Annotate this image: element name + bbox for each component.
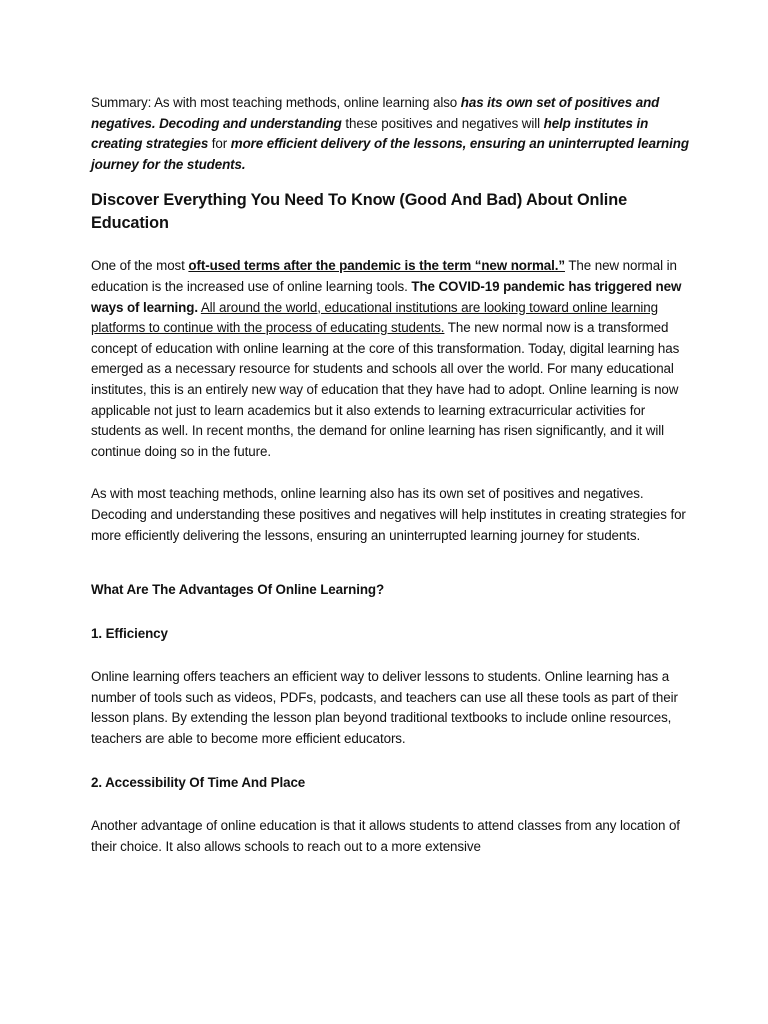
summary-text: Summary: As with most teaching methods, online learning also [91, 95, 461, 110]
paragraph-text: One of the most [91, 258, 189, 274]
accessibility-paragraph: Another advantage of online education is that it allows students to attend classes from any location of their choice. It also allows schools to reach out to a more extensive [91, 818, 680, 854]
efficiency-heading: 1. Efficiency [91, 625, 168, 641]
bold-phrase: The COVID-19 pandemic has triggered new ways of learning. [91, 278, 682, 315]
summary-emphasis: has its own set of positives and negatives. Decoding and understanding [91, 95, 660, 131]
summary-text: for [208, 136, 231, 152]
positives-negatives-paragraph: As with most teaching methods, online learning also has its own set of positives and negatives. Decoding and understanding these positives and negatives will help institutes in creating strategies for more efficiently delivering the lessons, ensuring an uninterrupted learning journey for students. [91, 486, 686, 543]
accessibility-heading: 2. Accessibility Of Time And Place [91, 774, 306, 790]
underlined-bold-phrase: oft-used terms after the pandemic is the term “new normal.” [188, 258, 565, 274]
advantages-heading: What Are The Advantages Of Online Learning? [91, 582, 385, 598]
paragraph-text: The new normal now is a transformed concept of education with online learning at the core of this transformation. Today, digital learning has emerged as a necessary resource for students and schools all over the world. For many educational institutes, this is an entirely new way of education that they have had to adopt. Online learning is now applicable not just to learn academics but it also extends to learning extracurricular activities for students as well. In recent months, the demand for online learning has risen significantly, and it will continue doing so in the future. [91, 320, 680, 459]
summary-text: these positives and negatives will [341, 115, 544, 131]
paragraph-text: The new normal in education is the increased use of online learning tools. [91, 258, 677, 294]
summary-paragraph [91, 93, 691, 175]
underlined-phrase: All around the world, educational institutions are looking toward online learning platforms to continue with the process of educating students. [91, 299, 658, 336]
main-heading: Discover Everything You Need To Know (Good And Bad) About Online Education [91, 191, 628, 233]
summary-emphasis: more efficient delivery of the lessons, ensuring an uninterrupted learning journey for the students. [91, 136, 689, 172]
intro-paragraph [91, 256, 691, 462]
document-page [91, 93, 691, 857]
efficiency-paragraph: Online learning offers teachers an efficient way to deliver lessons to students. Online learning has a number of tools such as videos, PDFs, podcasts, and teachers can use all these tools as part of their lesson plans. By extending the lesson plan beyond traditional textbooks to include online resources, teachers are able to become more efficient educators. [91, 669, 678, 747]
summary-emphasis: help institutes in creating strategies [91, 115, 649, 152]
